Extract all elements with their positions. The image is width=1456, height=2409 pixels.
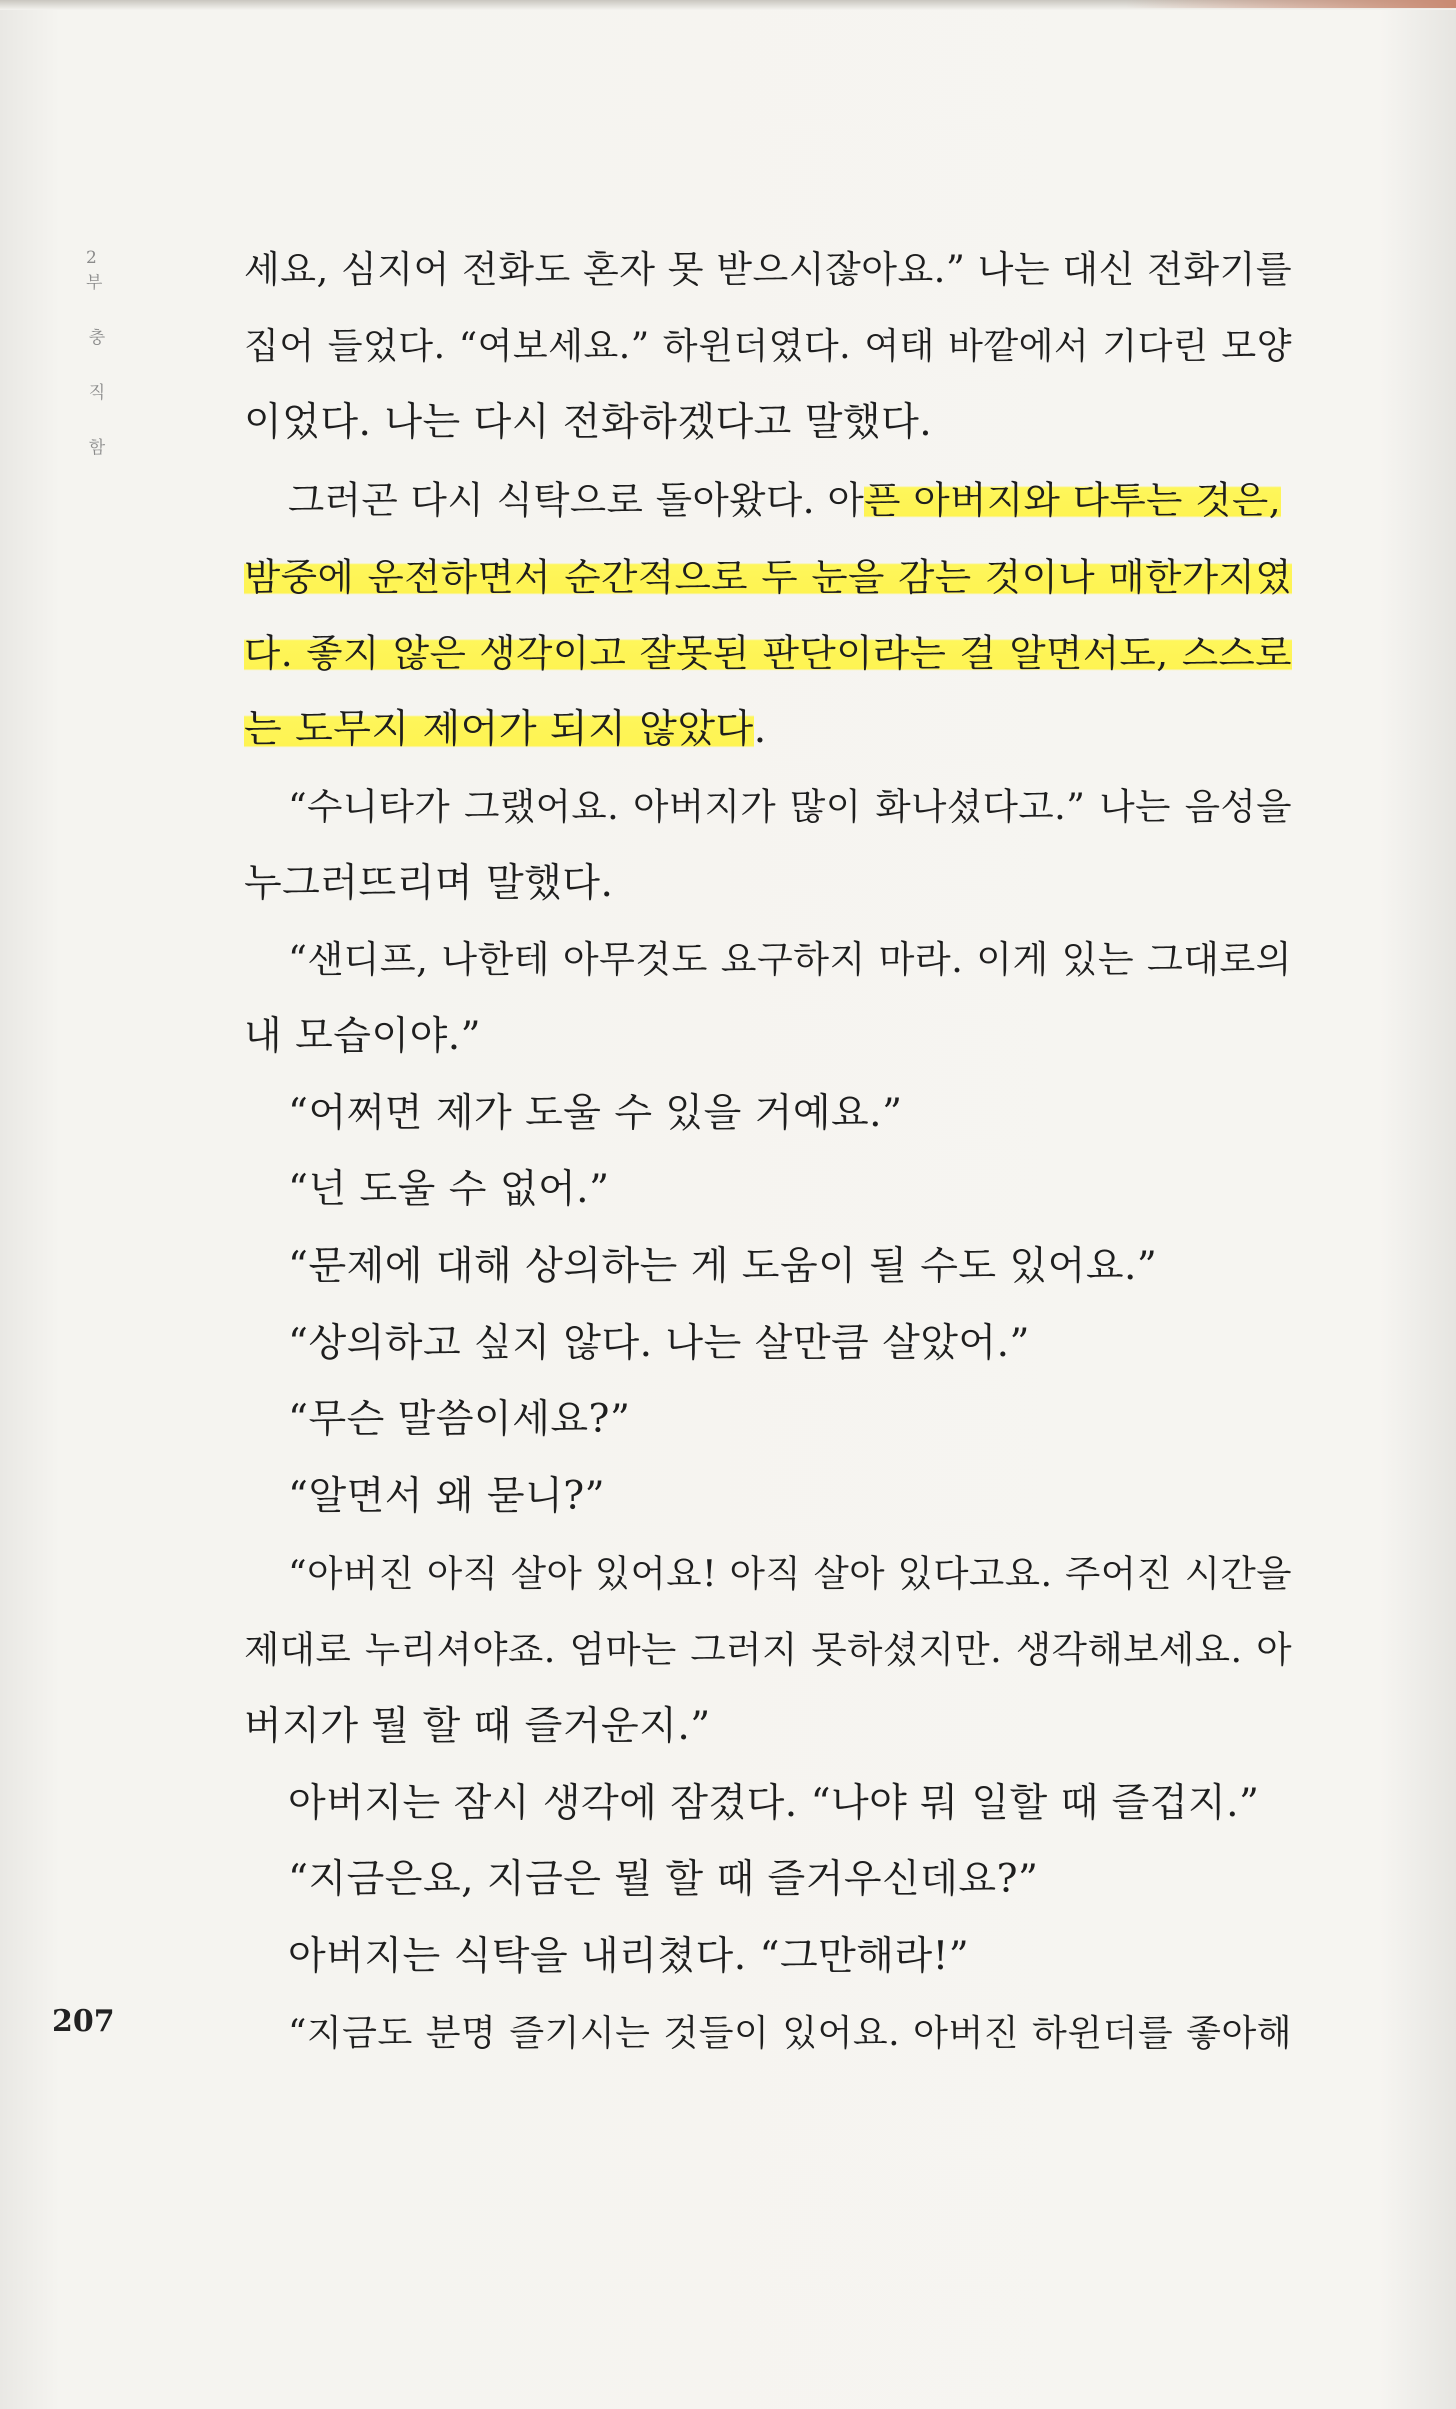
text-line	[244, 385, 1292, 462]
running-head-part: 충	[88, 328, 106, 348]
text-run: “어쩌면 제가 도울 수 있을 거예요.”	[288, 1090, 903, 1136]
text-line	[244, 1076, 1292, 1153]
text-run: 이었다. 나는 다시 전화하겠다고 말했다.	[244, 400, 933, 446]
text-run: 세요, 심지어 전화도 혼자 못 받으시잖아요.” 나는 대신 전화기를	[244, 248, 1293, 291]
page-top-edge	[0, 0, 1456, 10]
text-line	[244, 1996, 1292, 2073]
text-run: “지금은요, 지금은 뭘 할 때 즐거우신데요?”	[288, 1857, 1039, 1903]
text-run: 버지가 뭘 할 때 즐거운지.”	[244, 1704, 711, 1750]
body-text	[244, 232, 1292, 2073]
text-line	[244, 846, 1292, 923]
text-run: “문제에 대해 상의하는 게 도움이 될 수도 있어요.”	[288, 1243, 1158, 1289]
text-run: 내 모습이야.”	[244, 1013, 482, 1059]
text-run: “수니타가 그랬어요. 아버지가 많이 화나셨다고.” 나는 음성을	[288, 784, 1292, 828]
text-line	[244, 1766, 1292, 1843]
text-run: 아버지는 잠시 생각에 잠겼다. “나야 뭐 일할 때 즐겁지.”	[288, 1780, 1260, 1826]
text-run: .	[753, 707, 767, 753]
text-line	[244, 615, 1292, 692]
text-line	[244, 232, 1292, 309]
text-run: “아버진 아직 살아 있어요! 아직 살아 있다고요. 주어진 시간을	[288, 1551, 1292, 1595]
text-line	[244, 769, 1292, 846]
text-run: “상의하고 싶지 않다. 나는 살만큼 살았어.”	[288, 1320, 1030, 1366]
text-line	[244, 1919, 1292, 1996]
text-line	[244, 1689, 1292, 1766]
text-line	[244, 309, 1292, 386]
text-line	[244, 1382, 1292, 1459]
text-line	[244, 922, 1292, 999]
text-line	[244, 1612, 1292, 1689]
text-line	[244, 1459, 1292, 1536]
text-run: “샌디프, 나한테 아무것도 요구하지 마라. 이게 있는 그대로의	[288, 938, 1292, 982]
text-line	[244, 1842, 1292, 1919]
highlighted-text: 밤중에 운전하면서 순간적으로 두 눈을 감는 것이나 매한가지였	[244, 554, 1292, 599]
text-line	[244, 1229, 1292, 1306]
running-head-part: 함	[88, 438, 106, 458]
highlighted-text: 다. 좋지 않은 생각이고 잘못된 판단이라는 걸 알면서도, 스스로	[244, 631, 1292, 676]
text-line	[244, 1536, 1292, 1613]
text-line	[244, 1152, 1292, 1229]
text-run: “알면서 왜 묻니?”	[288, 1474, 606, 1519]
text-run: 제대로 누리셔야죠. 엄마는 그러지 못하셨지만. 생각해보세요. 아	[244, 1628, 1292, 1672]
running-head-part: 2부	[86, 248, 103, 293]
text-run: 누그러뜨리며 말했다.	[244, 860, 614, 906]
text-run: “지금도 분명 즐기시는 것들이 있어요. 아버진 하윈더를 좋아해	[288, 2012, 1292, 2054]
text-run: 그러곤 다시 식탁으로 돌아왔다. 아	[288, 478, 865, 523]
text-run: “넌 도울 수 없어.”	[288, 1167, 610, 1213]
text-line	[244, 999, 1292, 1076]
text-line	[244, 692, 1292, 769]
text-run: 아버지는 식탁을 내리쳤다. “그만해라!”	[288, 1934, 970, 1980]
text-line	[244, 539, 1292, 616]
text-run: “무슨 말씀이세요?”	[288, 1397, 631, 1443]
text-line	[244, 462, 1292, 539]
running-head	[86, 248, 108, 458]
page-number: 207	[52, 2004, 115, 2039]
highlighted-text: 픈 아버지와 다투는 것은,	[864, 478, 1282, 523]
text-line	[244, 1306, 1292, 1383]
highlighted-text: 는 도무지 제어가 되지 않았다	[244, 707, 754, 753]
running-head-part: 직	[88, 383, 106, 403]
text-run: 집어 들었다. “여보세요.” 하윈더였다. 여태 바깥에서 기다린 모양	[244, 325, 1292, 367]
